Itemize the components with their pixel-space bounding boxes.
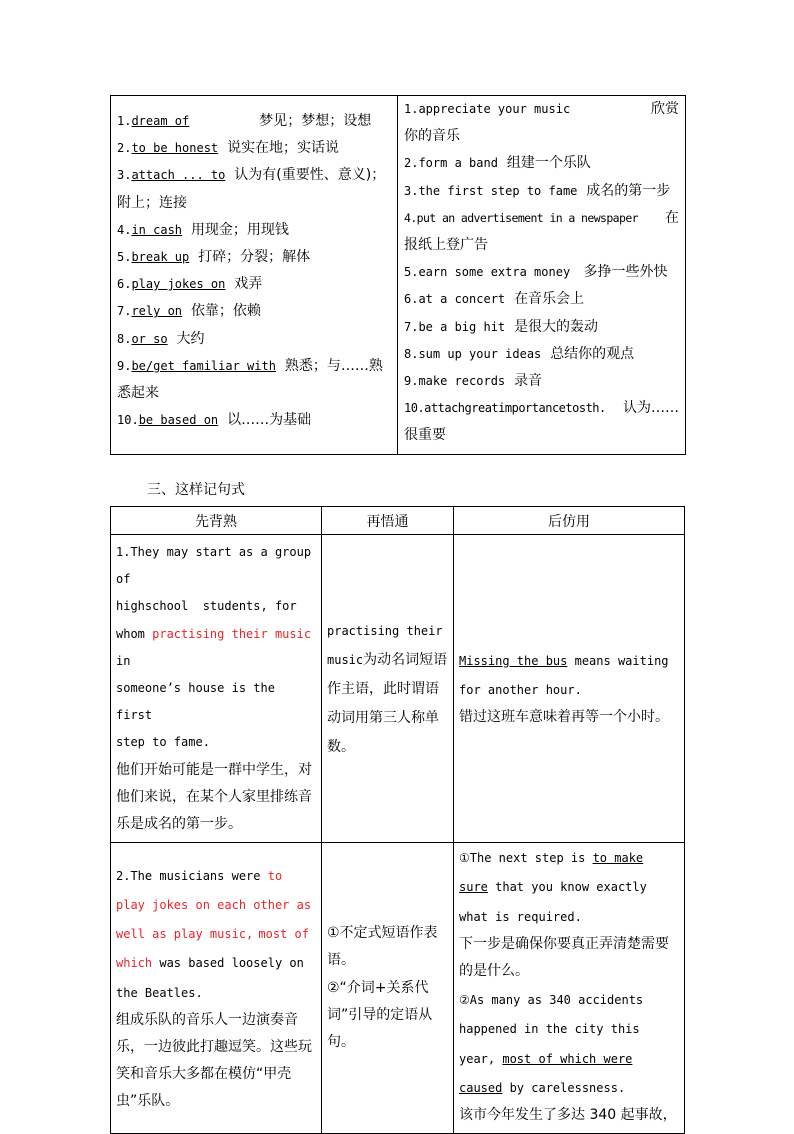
imitation-translation: 错过这班车意味着再等一个小时。 — [459, 709, 669, 726]
phrase-item-continued: 你的音乐 — [404, 128, 460, 145]
phrase-item: 2.to be honest 说实在地；实话说 — [117, 140, 340, 157]
phrase-item: 10.attachgreatimportancetosth. 认为…… — [404, 400, 679, 417]
highlighted-phrase: practising their music — [152, 626, 312, 641]
table-row — [111, 535, 685, 843]
phrase-item: 6.at a concert 在音乐会上 — [404, 291, 585, 308]
sentence-line: whom practising their music in — [116, 626, 312, 668]
imitation-translation: 该市今年发生了多达 340 起事故， — [459, 1107, 677, 1124]
phrase-item: 3.the first step to fame 成名的第一步 — [404, 182, 671, 199]
phrase-item: 7.rely on 依靠；依赖 — [117, 303, 261, 320]
imitation-phrase: Missing the bus — [459, 653, 568, 668]
sentence-line: 1.They may start as a group of — [116, 545, 312, 587]
sentence-table — [110, 506, 685, 1134]
phrase-item: 4.in cash 用现金；用现钱 — [117, 221, 289, 238]
phrase-item: 3.attach ... to 认为有(重要性、意义)； — [117, 167, 386, 184]
header-imitate: 后仿用 — [454, 507, 685, 535]
phrase-column-left — [111, 96, 398, 455]
phrase-item: 8.or so 大约 — [117, 330, 205, 347]
highlighted-phrase: most of which — [116, 927, 309, 971]
imitation-translation: 下一步是确保你要真正弄清楚需要的是什么。 — [459, 935, 669, 980]
grammar-note: ②“介词+关系代词”引导的定语从句。 — [327, 979, 433, 1051]
phrase-item: 7.be a big hit 是很大的轰动 — [404, 318, 599, 335]
sentence-line: step to fame. — [116, 735, 210, 750]
sentence-translation: 组成乐队的音乐人一边演奏音乐，一边彼此打趣逗笑。这些玩笑和音乐大多都在模仿“甲壳虫”乐队。 — [116, 1011, 312, 1110]
phrase-item: 1.dream of 梦见；梦想；设想 — [117, 113, 372, 129]
header-understand: 再悟通 — [322, 507, 454, 535]
row2-imitate-cell: ①The next step is to make sure that you know exactly what is required. 下一步是确保你要真正弄清楚需要的是什么。 ②As many as 340 accidents happened in the city this year, most of which were caused by carelessness. 该市今年发生了多达 340 起事故， — [454, 843, 685, 1134]
row1-understand-cell — [322, 535, 454, 843]
phrase-table — [110, 95, 686, 455]
imitation-sentence: means waiting for another hour. — [459, 653, 669, 698]
phrase-item: 2.form a band 组建一个乐队 — [404, 155, 591, 172]
imitation-phrase: most of which were caused — [459, 1051, 633, 1095]
grammar-phrase: practising their music — [327, 623, 443, 667]
phrase-item-continued: 报纸上登广告 — [404, 237, 488, 254]
phrase-item-continued: 附上；连接 — [117, 194, 187, 211]
sentence-translation: 他们开始可能是一群中学生，对他们来说，在某个人家里排练音乐是成名的第一步。 — [116, 761, 312, 833]
phrase-item: 1.appreciate your music 欣赏 — [404, 101, 679, 117]
phrase-item: 10.be based on 以……为基础 — [117, 412, 312, 429]
row1-memorize-cell — [111, 535, 322, 843]
phrase-column-right — [398, 96, 686, 455]
phrase-item: 4.put an advertisement in a newspaper 在 — [404, 209, 679, 226]
table-row — [111, 843, 685, 1134]
phrase-item: 5.earn some extra money 多挣一些外快 — [404, 264, 668, 281]
table-header-row — [111, 507, 685, 535]
imitation-phrase: to make sure — [459, 851, 644, 895]
row2-memorize-cell: 2.The musicians were to play jokes on each other as well as play music, most of which was based loosely on the Beatles. 组成乐队的音乐人一边演奏音乐，一边彼此打趣逗笑。这些玩笑和音乐大多都在模仿“甲壳虫”乐队。 — [111, 843, 322, 1134]
phrase-item: 9.make records 录音 — [404, 373, 543, 390]
sentence-line: someone’s house is the first — [116, 681, 275, 723]
sentence-line: highschool students, for — [116, 599, 297, 614]
grammar-note: 为动名词短语作主语，此时谓语动词用第三人称单数。 — [327, 651, 448, 756]
row2-understand-cell — [322, 843, 454, 1134]
section-heading: 三、这样记句式 — [147, 482, 245, 498]
grammar-note: ①不定式短语作表语。 — [327, 925, 438, 969]
highlighted-phrase: to play jokes on each other as well as play music, — [116, 868, 312, 942]
phrase-item: 5.break up 打碎；分裂；解体 — [117, 249, 311, 266]
header-memorize: 先背熟 — [111, 507, 322, 535]
phrase-item: 8.sum up your ideas 总结你的观点 — [404, 345, 635, 362]
phrase-item-continued: 悉起来 — [117, 385, 159, 402]
phrase-item: 9.be/get familiar with 熟悉；与……熟 — [117, 357, 383, 374]
phrase-item: 6.play jokes on 戏弄 — [117, 276, 263, 293]
phrase-item-continued: 很重要 — [404, 427, 446, 444]
row1-imitate-cell — [454, 535, 685, 843]
